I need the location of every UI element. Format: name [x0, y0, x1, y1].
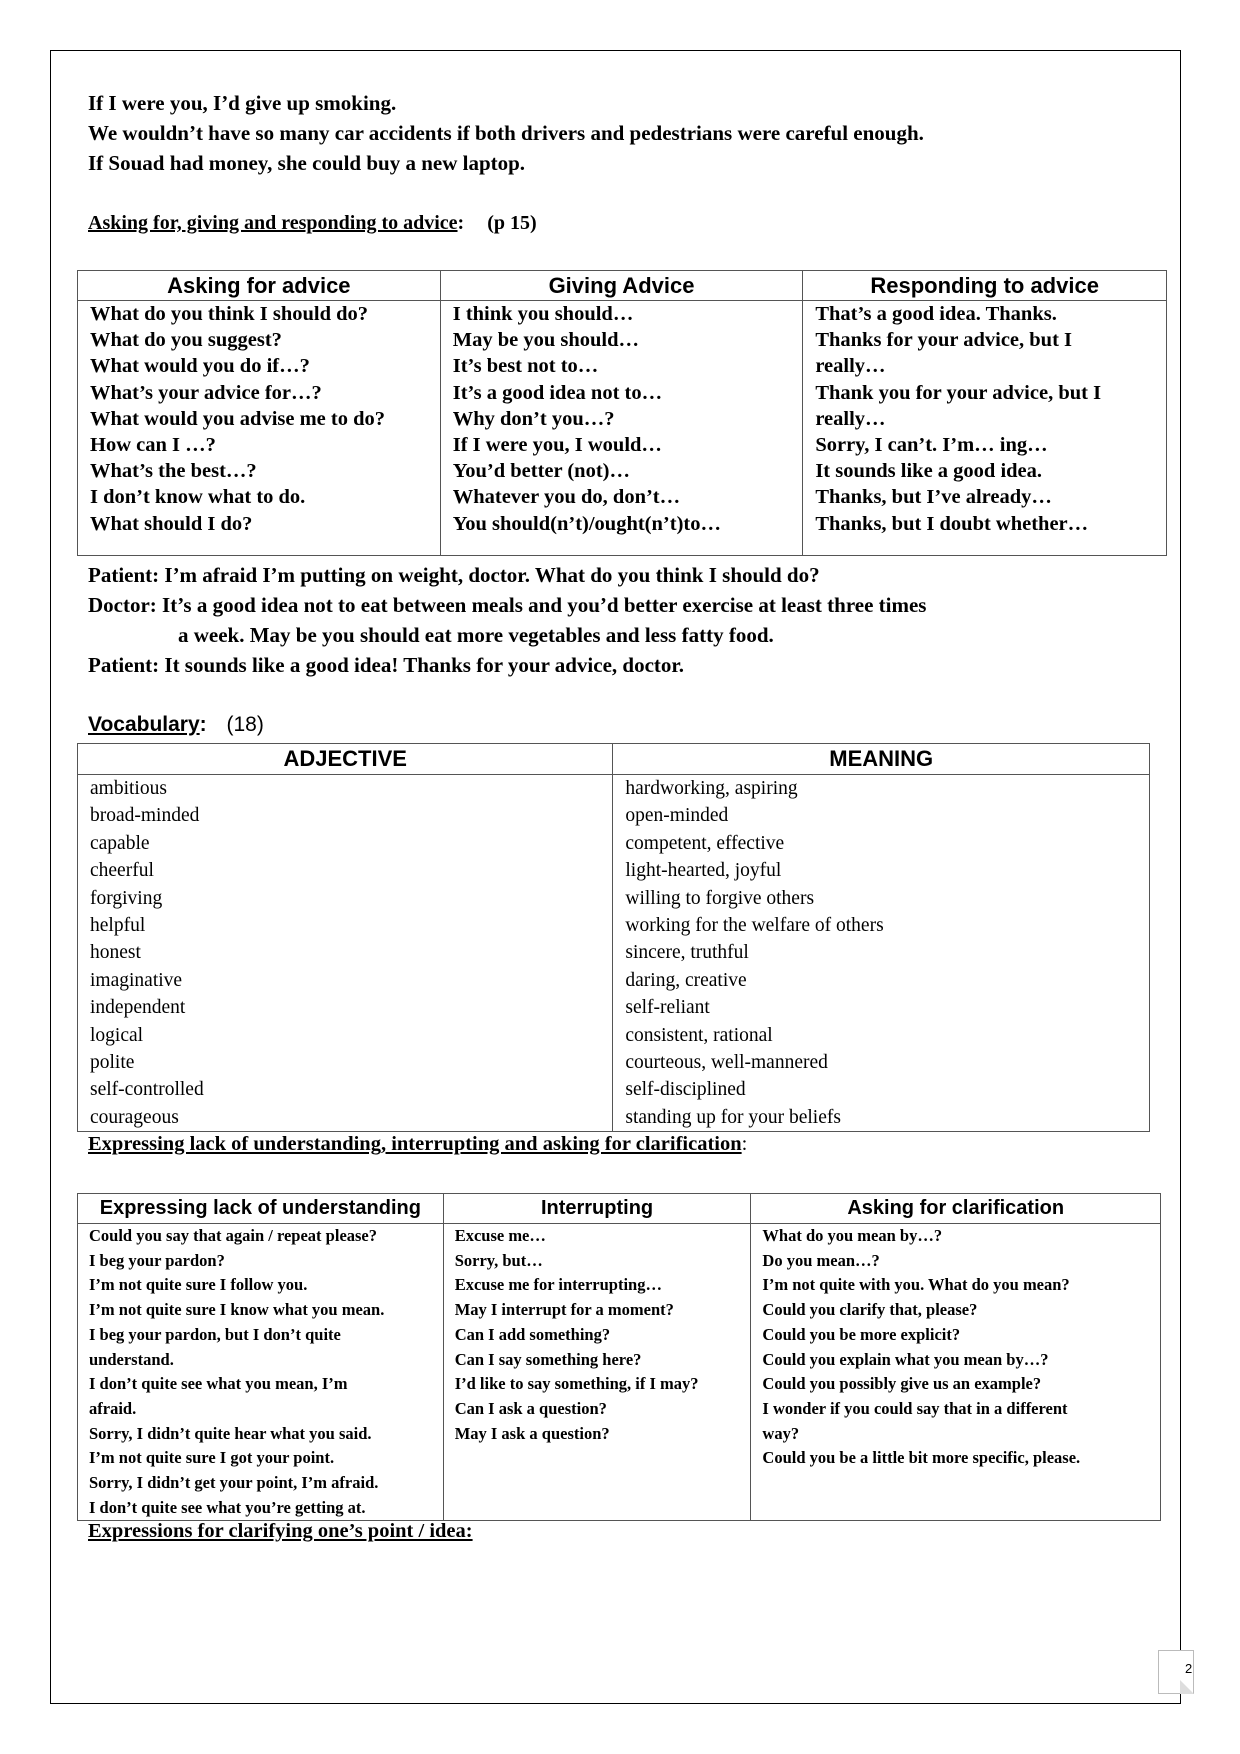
- vocabulary-heading: [88, 713, 264, 737]
- list-item: You’d better (not)…: [452, 460, 630, 483]
- list-item: I think you should…: [452, 303, 634, 325]
- list-item: Could you possibly give us an example?: [762, 1374, 1042, 1394]
- list-item: Could you say that again / repeat please?: [89, 1226, 378, 1245]
- list-item: courageous: [90, 1106, 179, 1128]
- list-item: logical: [90, 1024, 144, 1046]
- vocabulary-heading-colon: :: [199, 713, 207, 736]
- list-item: courteous, well-mannered: [625, 1052, 828, 1074]
- list-item: Could you explain what you mean by…?: [762, 1349, 1049, 1369]
- list-item: What’s the best…?: [90, 460, 257, 483]
- advice-col-responding: Responding to advice: [803, 271, 1167, 301]
- list-item: Do you mean…?: [762, 1250, 880, 1270]
- list-item: If I were you, I would…: [452, 434, 662, 457]
- list-item: Could you clarify that, please?: [762, 1300, 978, 1320]
- list-item: May I ask a question?: [454, 1423, 610, 1443]
- list-item: broad-minded: [90, 805, 200, 827]
- list-item: willing to forgive others: [625, 887, 815, 909]
- list-item: understand.: [89, 1349, 174, 1369]
- list-item: I don’t quite see what you’re getting at.: [89, 1497, 366, 1517]
- list-item: Sorry, I didn’t get your point, I’m afraid.: [89, 1473, 379, 1493]
- list-item: afraid.: [89, 1398, 137, 1418]
- list-item: I’m not quite sure I know what you mean.: [89, 1300, 385, 1320]
- list-item: really…: [815, 407, 886, 430]
- list-item: Excuse me…: [454, 1226, 546, 1245]
- vocab-col-meaning: MEANING: [613, 744, 1150, 775]
- intro-sentence-2: We wouldn’t have so many car accidents if both drivers and pedestrians were careful enough.: [88, 121, 924, 145]
- list-item: ambitious: [90, 778, 167, 799]
- list-item: standing up for your beliefs: [625, 1106, 841, 1128]
- clar-lack-cell: [78, 1224, 444, 1521]
- clar-interrupting-cell: [443, 1224, 751, 1521]
- page-number-box: [1158, 1650, 1194, 1694]
- list-item: What would you advise me to do?: [90, 407, 386, 430]
- list-item: really…: [815, 355, 886, 378]
- advice-heading-text: Asking for, giving and responding to advice: [88, 212, 458, 234]
- advice-col-asking: Asking for advice: [78, 271, 441, 301]
- clar-col-interrupting: Interrupting: [443, 1194, 751, 1224]
- list-item: It’s a good idea not to…: [452, 381, 663, 404]
- vocabulary-table: [77, 743, 1150, 1132]
- list-item: What should I do?: [90, 512, 253, 535]
- list-item: open-minded: [625, 805, 729, 827]
- list-item: Thank you for your advice, but I: [815, 381, 1102, 404]
- list-item: competent, effective: [625, 832, 785, 854]
- page-fold-icon: [1180, 1680, 1194, 1694]
- list-item: Can I add something?: [454, 1324, 611, 1344]
- list-item: honest: [90, 942, 141, 964]
- clarification-heading-text: Expressing lack of understanding, interrupting and asking for clarification: [88, 1133, 742, 1155]
- list-item: sincere, truthful: [625, 942, 749, 964]
- list-item: forgiving: [90, 887, 163, 909]
- list-item: Sorry, but…: [454, 1250, 543, 1270]
- advice-responding-cell: [803, 301, 1167, 556]
- list-item: consistent, rational: [625, 1024, 773, 1046]
- list-item: light-hearted, joyful: [625, 860, 782, 882]
- list-item: What would you do if…?: [90, 355, 310, 378]
- list-item: What do you suggest?: [90, 329, 282, 352]
- clarifying-point-heading: Expressions for clarifying one’s point / idea:: [88, 1520, 473, 1542]
- page-number: 2: [1185, 1661, 1193, 1676]
- list-item: Why don’t you…?: [452, 407, 615, 430]
- list-item: independent: [90, 997, 186, 1019]
- advice-asking-cell: [78, 301, 441, 556]
- vocab-col-adjective: ADJECTIVE: [78, 744, 613, 775]
- list-item: It’s best not to…: [452, 355, 599, 378]
- list-item: Can I say something here?: [454, 1349, 642, 1369]
- clar-col-lack: Expressing lack of understanding: [78, 1194, 444, 1224]
- advice-heading-colon: :: [457, 212, 465, 234]
- list-item: How can I …?: [90, 434, 216, 457]
- clarification-table: [77, 1193, 1161, 1521]
- advice-page-ref: (p 15): [487, 212, 537, 234]
- intro-sentence-3: If Souad had money, she could buy a new laptop.: [88, 151, 526, 175]
- clarification-heading: [88, 1133, 747, 1156]
- clar-asking-cell: [751, 1224, 1161, 1521]
- dialogue-line-2: Doctor: It’s a good idea not to eat between meals and you’d better exercise at least three times: [88, 593, 927, 617]
- list-item: polite: [90, 1052, 135, 1074]
- dialogue-line-3: a week. May be you should eat more vegetables and less fatty food.: [178, 623, 774, 647]
- advice-col-giving: Giving Advice: [440, 271, 803, 301]
- list-item: You should(n’t)/ought(n’t)to…: [452, 512, 721, 535]
- dialogue-line-4: Patient: It sounds like a good idea! Thanks for your advice, doctor.: [88, 653, 685, 677]
- vocab-adjectives-cell: [78, 775, 613, 1132]
- list-item: self-controlled: [90, 1079, 204, 1101]
- list-item: self-disciplined: [625, 1079, 746, 1101]
- list-item: capable: [90, 832, 150, 854]
- intro-sentence-1: If I were you, I’d give up smoking.: [88, 91, 397, 115]
- list-item: Sorry, I didn’t quite hear what you said.: [89, 1423, 372, 1443]
- vocabulary-page-ref: (18): [226, 713, 264, 736]
- advice-giving-cell: [440, 301, 803, 556]
- list-item: Excuse me for interrupting…: [454, 1275, 662, 1295]
- list-item: daring, creative: [625, 969, 747, 991]
- list-item: Thanks, but I’ve already…: [815, 486, 1052, 509]
- advice-table: [77, 270, 1167, 556]
- list-item: Thanks for your advice, but I: [815, 329, 1073, 352]
- list-item: What do you mean by…?: [762, 1226, 943, 1245]
- dialogue-line-1: Patient: I’m afraid I’m putting on weight, doctor. What do you think I should do?: [88, 563, 820, 587]
- list-item: I don’t quite see what you mean, I’m: [89, 1374, 348, 1394]
- list-item: helpful: [90, 915, 146, 937]
- list-item: It sounds like a good idea.: [815, 460, 1043, 483]
- list-item: Thanks, but I doubt whether…: [815, 512, 1089, 535]
- list-item: Can I ask a question?: [454, 1398, 607, 1418]
- list-item: I wonder if you could say that in a different: [762, 1398, 1068, 1418]
- list-item: working for the welfare of others: [625, 915, 884, 937]
- list-item: I beg your pardon?: [89, 1250, 225, 1270]
- list-item: I’m not quite with you. What do you mean?: [762, 1275, 1070, 1295]
- list-item: imaginative: [90, 969, 183, 991]
- clar-col-asking: Asking for clarification: [751, 1194, 1161, 1224]
- advice-heading: [88, 212, 537, 235]
- vocab-meanings-cell: [613, 775, 1150, 1132]
- list-item: Could you be a little bit more specific, please.: [762, 1448, 1081, 1468]
- list-item: May I interrupt for a moment?: [454, 1300, 674, 1320]
- list-item: self-reliant: [625, 997, 710, 1019]
- list-item: What’s your advice for…?: [90, 381, 322, 404]
- list-item: cheerful: [90, 860, 154, 882]
- list-item: I don’t know what to do.: [90, 486, 306, 509]
- list-item: Could you be more explicit?: [762, 1324, 961, 1344]
- list-item: hardworking, aspiring: [625, 778, 798, 799]
- list-item: Sorry, I can’t. I’m… ing…: [815, 434, 1048, 457]
- list-item: I’m not quite sure I follow you.: [89, 1275, 308, 1295]
- list-item: May be you should…: [452, 329, 639, 352]
- clarification-heading-colon: :: [741, 1133, 748, 1155]
- list-item: I’d like to say something, if I may?: [454, 1374, 699, 1394]
- list-item: That’s a good idea. Thanks.: [815, 303, 1057, 325]
- list-item: I’m not quite sure I got your point.: [89, 1448, 335, 1468]
- list-item: Whatever you do, don’t…: [452, 486, 681, 509]
- vocabulary-heading-text: Vocabulary: [88, 713, 200, 736]
- list-item: I beg your pardon, but I don’t quite: [89, 1324, 341, 1344]
- list-item: What do you think I should do?: [90, 303, 369, 325]
- list-item: way?: [762, 1423, 800, 1443]
